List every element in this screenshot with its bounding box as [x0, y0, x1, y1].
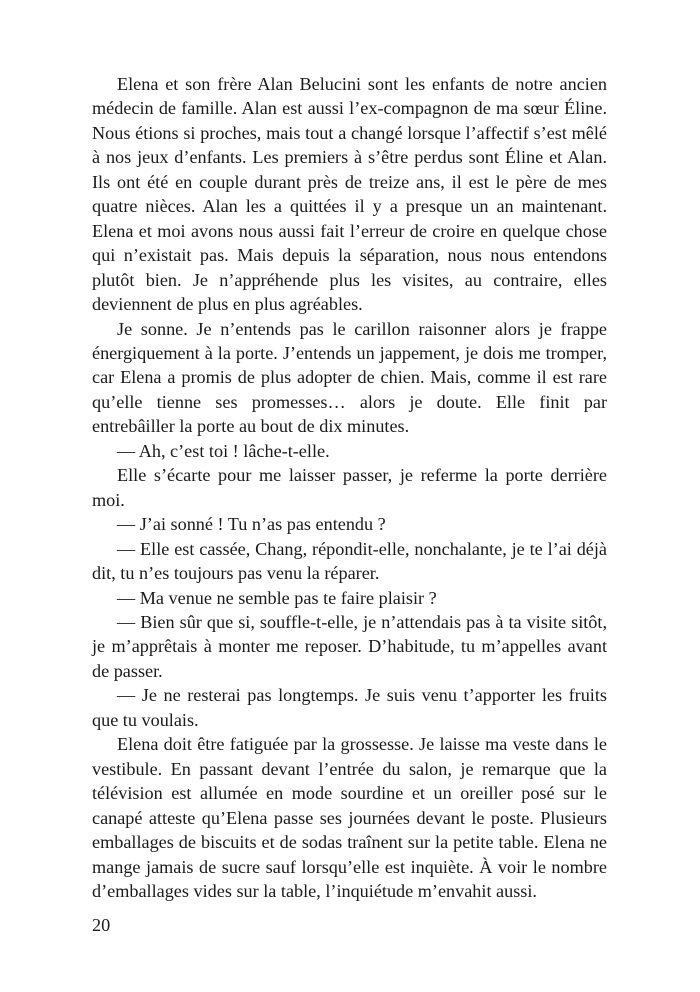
paragraph-living-room: Elena doit être fatiguée par la grossesse. Je laisse ma veste dans le vestibule. En passant devant l’entrée du salon, je remarque que la télévision est allumée en mode sourdine et un oreiller posé sur le canapé atteste qu’Elena passe ses journées devant le poste. Plusieurs emballages de biscuits et de sodas traînent sur la petite table. Elena ne mange jamais de sucre sauf lorsqu’elle est inquiète. À voir le nombre d’emballages vides sur la table, l’inquiétude m’envahit aussi. — [92, 734, 607, 901]
paragraph-intro: Elena et son frère Alan Belucini sont les enfants de notre ancien médecin de famille. Alan est aussi l’ex-compagnon de ma sœur Éline. Nous étions si proches, mais tout a changé lorsque l’affectif s’est mêlé à nos jeux d’enfants. Les premiers à s’être perdus sont Éline et Alan. Ils ont été en couple durant près de treize ans, il est le père de mes quatre nièces. Alan les a quittées il y a presque un an maintenant. Elena et moi avons nous aussi fait l’erreur de croire en quelque chose qui n’existait pas. Mais depuis la séparation, nous nous entendons plutôt bien. Je n’appréhende plus les visites, au contraire, elles deviennent de plus en plus agréables. — [92, 74, 607, 315]
dialogue-line: — Je ne resterai pas longtemps. Je suis venu t’apporter les fruits que tu voulais. — [92, 685, 607, 730]
page-number: 20 — [92, 915, 111, 935]
dialogue-line: — Ah, c’est toi ! lâche-t-elle. — [117, 440, 330, 461]
paragraph-doorbell: Je sonne. Je n’entends pas le carillon raisonner alors je frappe énergiquement à la porte. J’entends un jappement, je dois me tromper, car Elena a promis de plus adopter de chien. Mais, comme il est rare qu’elle tienne ses promesses… alors je doute. Elle finit par entrebâiller la porte au bout de dix minutes. — [92, 318, 607, 437]
dialogue-line: — Ma venue ne semble pas te faire plaisir ? — [117, 587, 437, 608]
dialogue-line: — Bien sûr que si, souffle-t-elle, je n’attendais pas à ta visite sitôt, je m’apprêtais à monter me reposer. D’habitude, tu m’appelles avant de passer. — [92, 611, 607, 681]
dialogue-line: — J’ai sonné ! Tu n’as pas entendu ? — [117, 514, 386, 535]
body-text — [92, 72, 607, 903]
dialogue-line: — Elle est cassée, Chang, répondit-elle, nonchalante, je te l’ai déjà dit, tu n’es toujours pas venu la réparer. — [92, 538, 607, 584]
paragraph-door: Elle s’écarte pour me laisser passer, je referme la porte derrière moi. — [92, 465, 607, 510]
